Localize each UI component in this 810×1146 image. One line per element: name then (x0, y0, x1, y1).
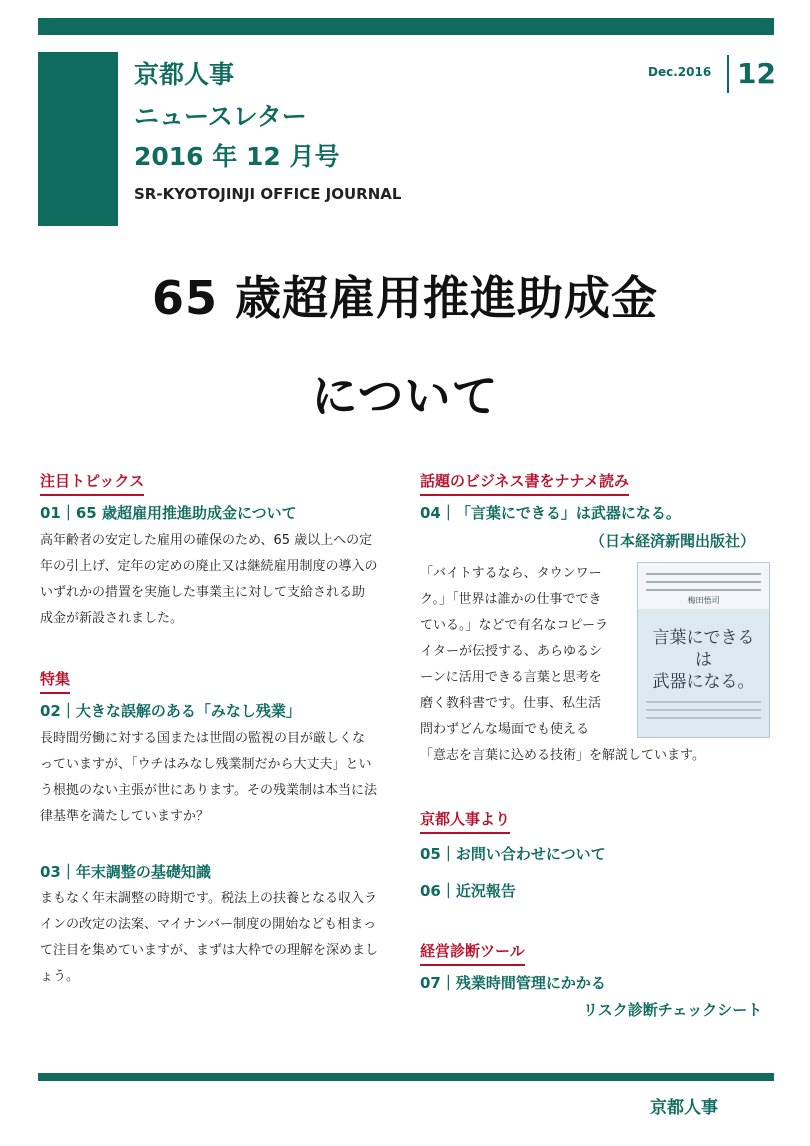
book-author: 梅田悟司 (687, 596, 720, 605)
article-04-body-last: 「意志を言葉に込める技術」を解説しています。 (420, 748, 705, 763)
section-from-kyotojinji (420, 808, 510, 834)
headline-line2: について (311, 369, 499, 423)
section-heading: 京都人事より (420, 808, 510, 834)
journal-name: SR-KYOTOJINJI OFFICE JOURNAL (134, 185, 402, 203)
article-01-title[interactable]: 01｜65 歳超雇用推進助成金について (40, 504, 297, 522)
section-diagnosis-tool (420, 940, 525, 966)
section-heading: 特集 (40, 668, 70, 694)
headline-line1: 65 歳超雇用推進助成金 (151, 271, 659, 325)
masthead-color-block (38, 52, 118, 226)
bottom-bar (38, 1073, 774, 1081)
footer-brand: 京都人事 (650, 1098, 718, 1118)
cover-text-line (646, 701, 761, 703)
cover-text-line (646, 573, 761, 575)
article-04-body: 「バイトするなら、タウンワー ク。」「世界は誰かの仕事ででき ている。」などで有名なコピーラ イターが伝授する、あらゆるシ ーンに活用できる言葉と思考を 磨く教科書です。仕事、私生活 問わずどんな場面でも使える (420, 566, 608, 737)
article-04-publisher: （日本経済新聞出版社） (590, 532, 756, 550)
article-03-body: まもなく年末調整の時期です。税法上の扶養となる収入ラ インの改定の法案、マイナンバー制度の開始なども相まっ て注目を集めていますが、まずは大枠での理解を深めまし ょう。 (40, 891, 379, 984)
cover-text-line (646, 717, 761, 719)
section-special (40, 668, 70, 694)
book-title-line2: は (695, 650, 712, 670)
article-01-body: 高年齢者の安定した雇用の確保のため、65 歳以上への定 年の引上げ、定年の定めの廃止又は継続雇用制度の導入の いずれかの措置を実施した事業主に対して支給される助 成金が新設されました。 (40, 533, 378, 626)
book-cover-image (637, 562, 770, 738)
issue-number: 12 (737, 57, 776, 90)
masthead-subtitle: ニュースレター (134, 102, 307, 131)
issue-date: Dec.2016 (648, 65, 712, 79)
article-06-title[interactable]: 06｜近況報告 (420, 882, 516, 900)
article-02-title[interactable]: 02｜大きな誤解のある「みなし残業」 (40, 702, 301, 720)
article-02-body: 長時間労働に対する国または世間の監視の目が厳しくな っていますが、「ウチはみなし残業制だから大丈夫」とい う根拠のない主張が世にあります。その残業制は本当に法 律基準を満たしていますか？ (40, 731, 377, 824)
cover-text-line (646, 581, 761, 583)
date-divider (727, 55, 729, 93)
masthead-issue-label: 2016 年 12 月号 (134, 142, 340, 171)
masthead-title: 京都人事 (134, 60, 235, 89)
section-heading: 話題のビジネス書をナナメ読み (420, 470, 629, 496)
cover-text-line (646, 709, 761, 711)
section-heading: 注目トピックス (40, 470, 144, 496)
top-bar (38, 18, 774, 35)
article-03-title[interactable]: 03｜年末調整の基礎知識 (40, 863, 211, 881)
cover-text-line (646, 589, 761, 591)
article-07-title[interactable]: 07｜残業時間管理にかかる (420, 974, 606, 992)
book-title-line3: 武器になる。 (652, 672, 755, 692)
article-04-title[interactable]: 04｜「言葉にできる」は武器になる。 (420, 504, 681, 522)
article-07-subtitle[interactable]: リスク診断チェックシート (583, 1001, 763, 1019)
book-title-line1: 言葉にできる (652, 628, 755, 648)
section-business-books (420, 470, 629, 496)
section-featured-topics (40, 470, 144, 496)
article-05-title[interactable]: 05｜お問い合わせについて (420, 845, 606, 863)
section-heading: 経営診断ツール (420, 940, 525, 966)
